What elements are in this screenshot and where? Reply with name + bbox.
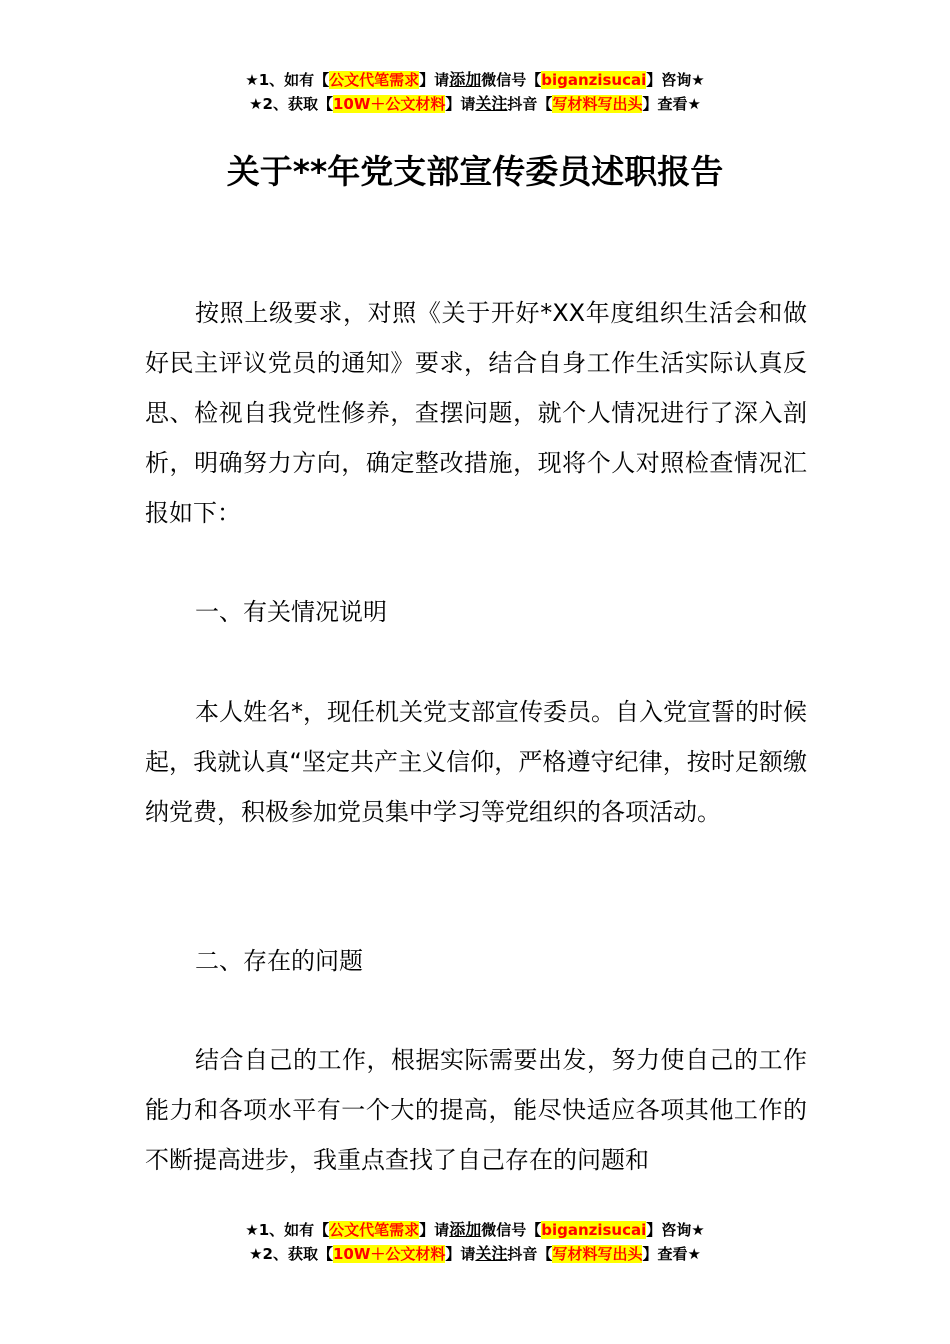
banner-highlight-materials: 10W＋公文材料 [332,95,446,113]
banner-line-2-mid2: 抖音【 [507,95,553,113]
banner-underline-follow: 关注 [475,94,508,113]
footer-line-1-mid: 】请 [419,1221,450,1239]
banner-highlight-ghostwriting: 公文代笔需求 [329,71,420,89]
banner-line-2-suffix: 】查看★ [642,95,701,113]
document-title: 关于**年党支部宣传委员述职报告 [226,152,724,191]
intro-paragraph: 按照上级要求，对照《关于开好*XX年度组织生活会和做好民主评议党员的通知》要求，结合自身工作生活实际认真反思、检视自我党性修养，查摆问题，就个人情况进行了深入剖析，明确努力方向，确定整改措施，现将个人对照检查情况汇报如下： [145,299,807,527]
footer-line-1-mid2: 微信号【 [481,1221,542,1239]
footer-highlight-douyin: 写材料写出头 [552,1245,643,1263]
banner-highlight-douyin: 写材料写出头 [552,95,643,113]
banner-line-2-mid: 】请 [445,95,476,113]
footer-highlight-materials: 10W＋公文材料 [332,1245,446,1263]
banner-highlight-wechat-id: biganzisucai [541,71,647,89]
header-banner [0,68,950,116]
footer-highlight-wechat-id: biganzisucai [541,1221,647,1239]
banner-line-2 [0,92,950,116]
banner-line-1-mid2: 微信号【 [481,71,542,89]
banner-line-1-suffix: 】咨询★ [646,71,705,89]
footer-line-1-prefix: ★1、如有【 [245,1221,330,1239]
footer-line-2-mid2: 抖音【 [507,1245,553,1263]
footer-highlight-ghostwriting: 公文代笔需求 [329,1221,420,1239]
banner-line-1-prefix: ★1、如有【 [245,71,330,89]
footer-line-2-suffix: 】查看★ [642,1245,701,1263]
footer-line-2-prefix: ★2、获取【 [249,1245,333,1263]
footer-underline-follow: 关注 [475,1244,508,1263]
banner-line-1 [0,68,950,92]
footer-line-2-mid: 】请 [445,1245,476,1263]
footer-line-2 [0,1242,950,1266]
banner-line-2-prefix: ★2、获取【 [249,95,333,113]
banner-underline-add: 添加 [449,70,482,89]
footer-banner [0,1218,950,1266]
section-heading-2: 二、存在的问题 [195,947,363,975]
footer-line-1 [0,1218,950,1242]
banner-line-1-mid: 】请 [419,71,450,89]
section-heading-1: 一、有关情况说明 [195,598,387,626]
footer-underline-add: 添加 [449,1220,482,1239]
footer-line-1-suffix: 】咨询★ [646,1221,705,1239]
section-1-paragraph: 本人姓名*，现任机关党支部宣传委员。自入党宣誓的时候起，我就认真“坚定共产主义信仰，严格遵守纪律，按时足额缴纳党费，积极参加党员集中学习等党组织的各项活动。 [145,698,807,826]
section-2-paragraph: 结合自己的工作，根据实际需要出发，努力使自己的工作能力和各项水平有一个大的提高，能尽快适应各项其他工作的不断提高进步，我重点查找了自己存在的问题和 [145,1046,807,1174]
